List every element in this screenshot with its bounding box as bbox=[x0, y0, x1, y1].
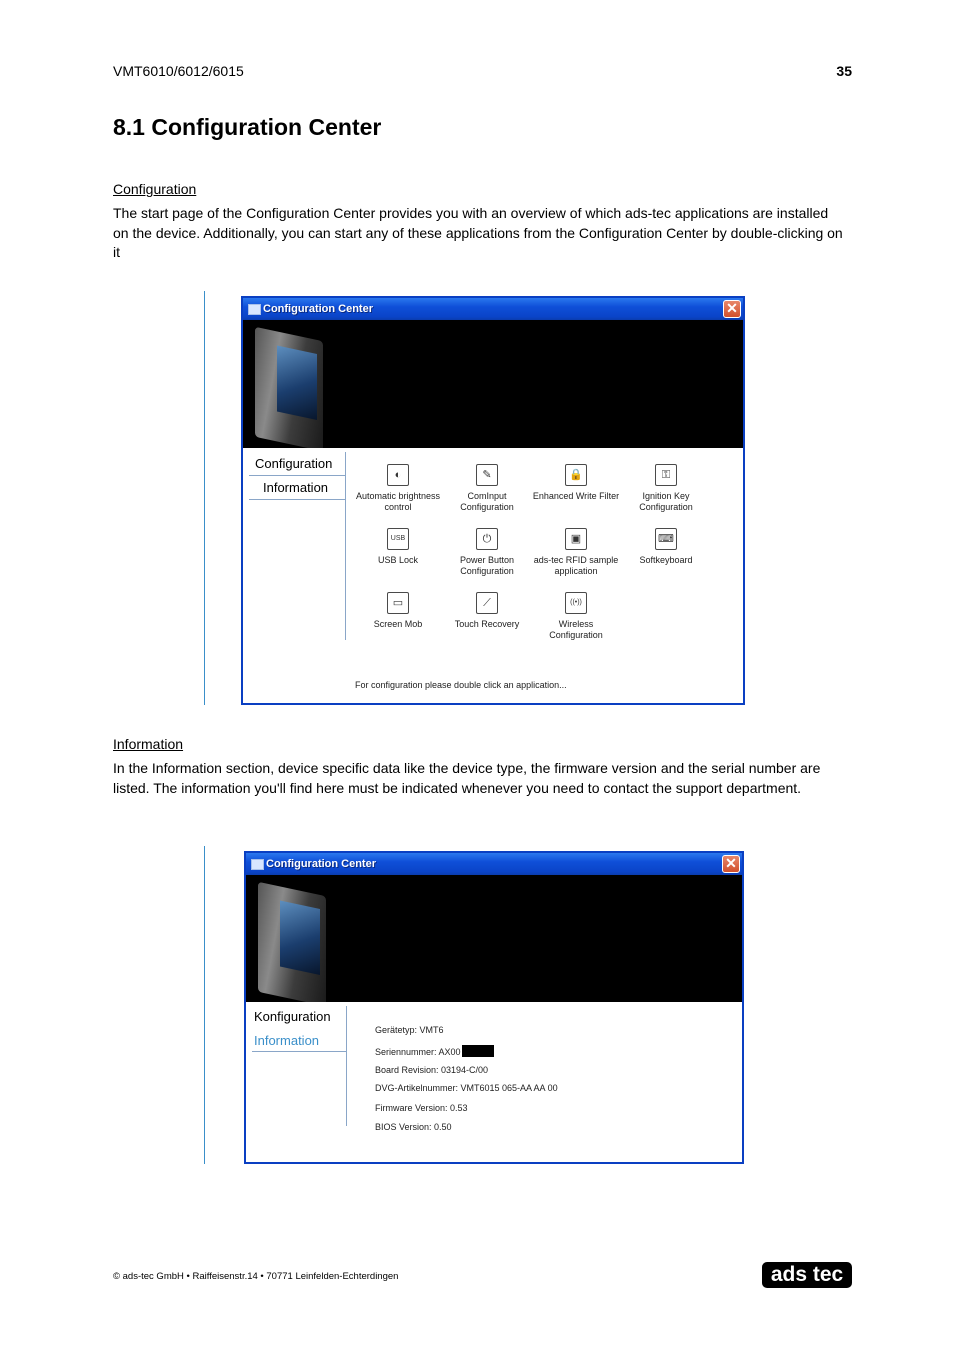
window-title: Configuration Center bbox=[266, 858, 376, 870]
status-text: For configuration please double click an application... bbox=[355, 680, 567, 690]
app-item[interactable] bbox=[353, 528, 443, 566]
firmware-version: Firmware Version: 0.53 bbox=[375, 1103, 468, 1113]
close-button[interactable]: ✕ bbox=[722, 855, 740, 873]
app-item[interactable] bbox=[621, 464, 711, 513]
app-item[interactable] bbox=[531, 464, 621, 502]
device-picture bbox=[258, 882, 326, 1002]
app-label: Enhanced Write Filter bbox=[532, 491, 620, 501]
nav-konfiguration[interactable]: Konfiguration bbox=[254, 1009, 331, 1024]
app-item[interactable] bbox=[353, 592, 443, 630]
app-label: Touch Recovery bbox=[454, 619, 520, 629]
configuration-paragraph: The start page of the Configuration Center provides you with an overview of which ads-tec applications are installed on the device. Additionally, you can start any of these applications from the Configuration Center by double-clicking on it bbox=[113, 205, 843, 260]
margin-line bbox=[204, 846, 205, 1164]
device-type: Gerätetyp: VMT6 bbox=[375, 1025, 444, 1035]
app-label: ads-tec RFID sample application bbox=[533, 555, 619, 576]
window-title: Configuration Center bbox=[263, 303, 373, 315]
rfid-icon: ▣ bbox=[565, 528, 587, 550]
adstec-logo: ads tec bbox=[762, 1262, 852, 1288]
bios-version: BIOS Version: 0.50 bbox=[375, 1122, 452, 1132]
nav-configuration[interactable]: Configuration bbox=[255, 456, 333, 471]
keyboard-icon: ⌨ bbox=[655, 528, 677, 550]
title-bar[interactable] bbox=[243, 298, 743, 320]
app-label: Ignition Key Configuration bbox=[639, 491, 693, 512]
app-label: Wireless Configuration bbox=[549, 619, 603, 640]
lock-disk-icon: 🔒 bbox=[565, 464, 587, 486]
wireless-icon: ((•)) bbox=[565, 592, 587, 614]
app-label: USB Lock bbox=[377, 555, 419, 565]
configuration-subheading: Configuration bbox=[113, 181, 197, 197]
close-button[interactable]: ✕ bbox=[723, 300, 741, 318]
navigation-panel bbox=[252, 1006, 347, 1126]
app-item[interactable] bbox=[531, 528, 621, 577]
nav-information[interactable]: Information bbox=[263, 480, 329, 495]
app-item[interactable] bbox=[531, 592, 621, 641]
config-center-window bbox=[241, 296, 745, 705]
redacted-block bbox=[462, 1045, 494, 1057]
app-item[interactable] bbox=[621, 528, 711, 566]
title-bar[interactable] bbox=[246, 853, 742, 875]
nav-information[interactable]: Information bbox=[254, 1033, 320, 1048]
section-heading: 8.1 Configuration Center bbox=[113, 114, 382, 140]
board-revision: Board Revision: 03194-C/00 bbox=[375, 1065, 489, 1075]
banner-image bbox=[246, 875, 742, 1002]
power-button-icon: ⏻ bbox=[476, 528, 498, 550]
config-center-window-info bbox=[244, 851, 744, 1164]
app-item[interactable] bbox=[442, 592, 532, 630]
app-label: Screen Mob bbox=[373, 619, 423, 629]
app-label: Power Button Configuration bbox=[459, 555, 515, 576]
page-number: 35 bbox=[836, 63, 852, 79]
banner-image bbox=[243, 320, 743, 448]
app-item[interactable] bbox=[353, 464, 443, 513]
pen-input-icon: ✎ bbox=[476, 464, 498, 486]
touch-icon: ⟋ bbox=[476, 592, 498, 614]
app-item[interactable] bbox=[442, 528, 532, 577]
device-picture bbox=[255, 327, 323, 448]
app-label: Automatic brightness control bbox=[355, 491, 441, 512]
app-item[interactable] bbox=[442, 464, 532, 513]
window-icon bbox=[251, 859, 264, 870]
window-icon bbox=[248, 304, 261, 315]
information-subheading: Information bbox=[113, 736, 184, 752]
margin-line bbox=[204, 291, 205, 705]
brightness-icon: ◐ bbox=[387, 464, 409, 486]
screen-icon: ▭ bbox=[387, 592, 409, 614]
footer-address: © ads-tec GmbH • Raiffeisenstr.14 • 70771 Leinfelden-Echterdingen bbox=[113, 1271, 399, 1282]
article-number: DVG-Artikelnummer: VMT6015 065-AA AA 00 bbox=[375, 1083, 558, 1093]
app-label: Softkeyboard bbox=[639, 555, 693, 565]
navigation-panel bbox=[249, 452, 346, 640]
document-title: VMT6010/6012/6015 bbox=[113, 63, 244, 79]
serial-number: Seriennummer: AX00 bbox=[375, 1045, 494, 1057]
information-paragraph: In the Information section, device specific data like the device type, the firmware version and the serial number are listed. The information you'll find here must be indicated whenever you need to contact the support department. bbox=[113, 760, 821, 796]
app-label: ComInput Configuration bbox=[460, 491, 514, 512]
usb-lock-icon: USB bbox=[387, 528, 409, 550]
key-icon: ⚿ bbox=[655, 464, 677, 486]
